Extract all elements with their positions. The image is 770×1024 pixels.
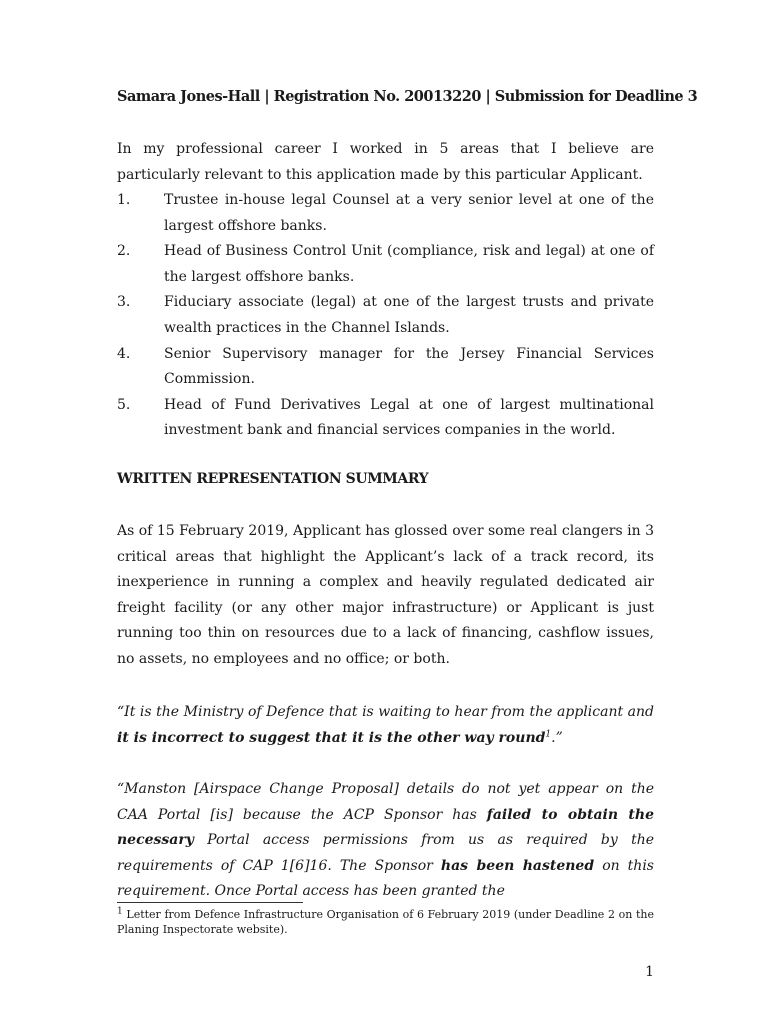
section-heading: WRITTEN REPRESENTATION SUMMARY: [117, 471, 429, 487]
footnote-divider: [117, 902, 303, 903]
quote-text: Portal access permissions from us as required by the requirements of CAP 1[6]16. The Sponsor: [117, 832, 654, 874]
quote-caa: [117, 777, 654, 905]
quote-emphasis: failed to obtain the necessary: [117, 806, 654, 849]
document-header: Samara Jones-Hall | Registration No. 20013220 | Submission for Deadline 3: [117, 88, 698, 105]
list-item-text: Fiduciary associate (legal) at one of the largest trusts and private wealth practices in the Channel Islands.: [164, 294, 654, 336]
quote-emphasis: it is incorrect to suggest that it is the other way round: [117, 729, 546, 746]
footnote-text: Letter from Defence Infrastructure Organisation of 6 February 2019 (under Deadline 2 on the Planing Inspectorate website).: [117, 908, 654, 936]
summary-paragraph: As of 15 February 2019, Applicant has glossed over some real clangers in 3 critical areas that highlight the Applicant’s lack of a track record, its inexperience in running a complex and heavily regulated dedicated air freight facility (or any other major infrastructure) or Applicant is just running too thin on resources due to a lack of financing, cashflow issues, no assets, no employees and no office; or both.: [117, 523, 654, 667]
quote-text: .”: [551, 729, 563, 746]
list-item-number: 4.: [117, 345, 131, 362]
intro-paragraph: In my professional career I worked in 5 areas that I believe are particularly relevant to this application made by this particular Applicant.: [117, 141, 654, 183]
list-item: [117, 342, 654, 393]
footnote-number: 1: [117, 906, 123, 917]
page-number: 1: [645, 964, 654, 980]
quote-mod: [117, 700, 654, 751]
quote-text: on this requirement. Once Portal access has been granted the: [117, 857, 654, 900]
list-item-text: Trustee in-house legal Counsel at a very senior level at one of the largest offshore banks.: [164, 192, 654, 234]
list-item: [117, 290, 654, 341]
list-item-number: 2.: [117, 243, 131, 260]
quote-emphasis: has been hastened: [440, 857, 595, 874]
footnote: [117, 907, 654, 937]
footnote-ref: 1: [545, 728, 552, 739]
list-item: [117, 393, 654, 444]
list-item-number: 3.: [117, 294, 131, 311]
list-item: [117, 239, 654, 290]
list-item-number: 1.: [117, 192, 131, 208]
list-item-text: Head of Fund Derivatives Legal at one of largest multinational investment bank and financial services companies in the world.: [164, 396, 654, 439]
quote-text: “Manston [Airspace Change Proposal] details do not yet appear on the CAA Portal [is] because the ACP Sponsor has: [117, 781, 654, 823]
list-item: [117, 188, 654, 239]
quote-text: “It is the Ministry of Defence that is waiting to hear from the applicant and: [117, 704, 654, 720]
list-item-number: 5.: [117, 396, 131, 413]
list-item-text: Head of Business Control Unit (compliance, risk and legal) at one of the largest offshore banks.: [164, 243, 654, 285]
career-areas-list: [117, 188, 654, 444]
list-item-text: Senior Supervisory manager for the Jersey Financial Services Commission.: [164, 345, 654, 388]
